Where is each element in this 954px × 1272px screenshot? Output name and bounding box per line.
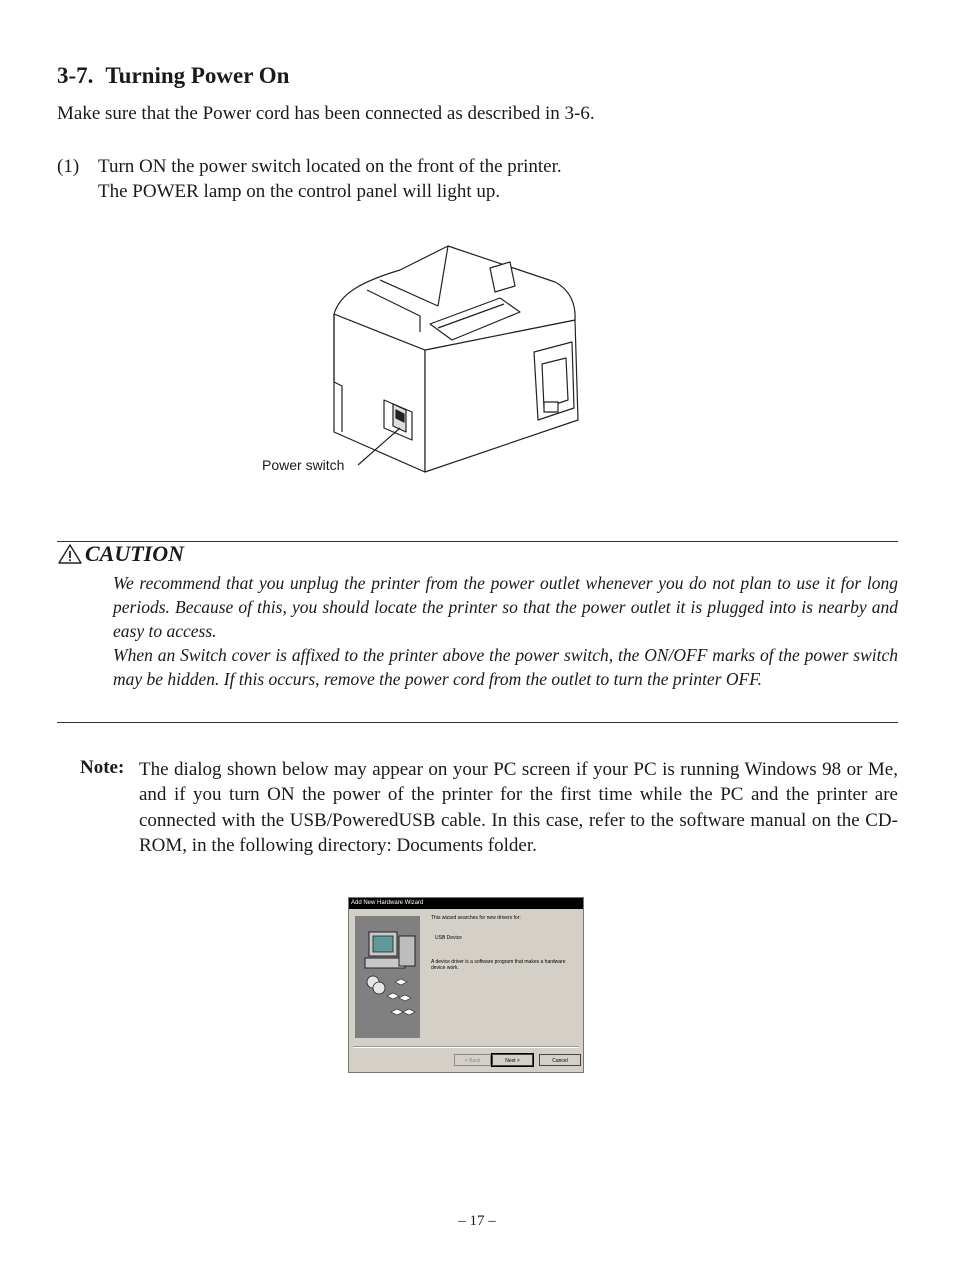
dialog-separator [353,1046,579,1048]
caution-title: CAUTION [85,541,185,566]
page-number: – 17 – [458,1213,496,1229]
caution-paragraph-2: When an Switch cover is affixed to the printer above the power switch, the ON/OFF marks of the power switch may be hidden. If this occurs, remove the power cord from the outlet to turn the printer OFF. [113,645,898,689]
cancel-button[interactable]: Cancel [539,1054,581,1066]
intro-text: Make sure that the Power cord has been connected as described in 3-6. [57,103,595,124]
caution-heading [57,541,184,567]
note-label: Note: [80,757,125,778]
computer-icon [355,916,420,1038]
warning-triangle-icon [57,543,83,565]
caution-body [113,571,898,691]
section-title: Turning Power On [105,63,290,88]
next-button[interactable]: Next > [492,1054,533,1066]
caution-paragraph-1: We recommend that you unplug the printer from the power outlet whenever you do not plan to use it for long periods. Because of this, you should locate the printer so that the power outlet it is plugged into is nearby and easy to access. [113,573,898,641]
step-index: (1) [57,156,80,177]
dialog-device-name: USB Device [435,935,462,941]
back-button[interactable]: < Back [454,1054,491,1066]
power-switch-callout: Power switch [262,457,345,473]
note-text: The dialog shown below may appear on your PC screen if your PC is running Windows 98 or Me, and if you turn ON the power of the printer for the first time while the PC and the printer are connected with the USB/PoweredUSB cable. In this case, refer to the software manual on the CD-ROM, in the following directory: Documents folder. [139,759,898,856]
dialog-description: A device driver is a software program that makes a hardware device work. [431,959,566,971]
section-number: 3-7. [57,63,94,88]
section-heading [57,63,289,89]
step-line-1: Turn ON the power switch located on the front of the printer. [98,156,562,177]
hardware-wizard-dialog [348,897,584,1073]
printer-illustration [320,232,590,492]
step-line-2: The POWER lamp on the control panel will light up. [98,181,501,202]
caution-bottom-rule [57,722,898,723]
wizard-illustration [355,916,420,1038]
dialog-intro-text: This wizard searches for new drivers for: [431,915,521,921]
dialog-title: Add New Hardware Wizard [349,898,583,909]
